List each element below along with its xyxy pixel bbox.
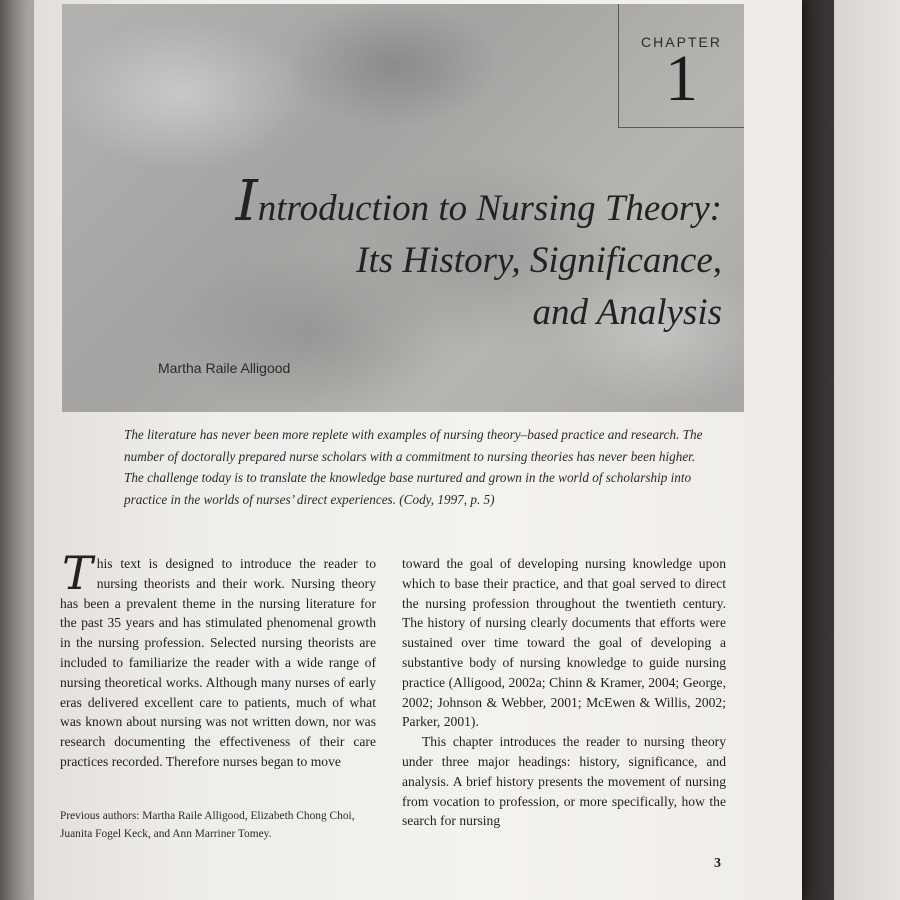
- chapter-title: [235, 169, 722, 339]
- previous-authors-footnote: Previous authors: Martha Raile Alligood, Elizabeth Chong Choi, Juanita Fogel Keck, and Ann Marriner Tomey.: [60, 810, 355, 840]
- chapter-label: CHAPTER: [641, 34, 722, 50]
- title-line-2: Its History, Significance,: [356, 240, 722, 281]
- adjacent-paper-right: [834, 0, 900, 900]
- author-name: Martha Raile Alligood: [158, 360, 291, 376]
- epigraph-quote: The literature has never been more replete with examples of nursing theory–based practice and research. The number of doctorally prepared nurse scholars with a commitment to nursing theories has never been higher. The challenge today is to translate the knowledge base nurtured and grown in the world of scholarship into practice in the worlds of nurses’ direct experiences. (Cody, 1997, p. 5): [124, 427, 703, 507]
- body-paragraph-1-text: his text is designed to introduce the reader to nursing theorists and their work. Nursing theory has been a prevalent theme in the nursing literature for the past 35 years and has stimulated phenomenal growth in the nursing profession. Selected nursing theorists are included to familiarize the reader with a wide range of nursing theoretical works. Although many nurses of early eras delivered excellent care to patients, much of what was known about nursing was not written down, nor was research documenting the effectiveness of their care practices recorded. Therefore nurses began to move: [60, 556, 376, 769]
- body-column-left: [60, 546, 376, 772]
- chapter-number: 1: [665, 42, 698, 115]
- body-paragraph-continued: toward the goal of developing nursing knowledge upon which to base their practice, and that goal served to direct the nursing profession throughout the twentieth century. The history of nursing clearly documents that efforts were sustained over time toward the goal of developing a substantive body of nursing knowledge to guide nursing practice (Alligood, 2002a; Chinn & Kramer, 2004; George, 2002; Johnson & Webber, 2001; McEwen & Willis, 2002; Parker, 2001).: [402, 556, 726, 730]
- body-column-right: [402, 554, 726, 831]
- body-paragraph-1: [60, 546, 376, 772]
- body-paragraph-2: This chapter introduces the reader to nursing theory under three major headings: history, significance, and analysis. A brief history presents the movement of nursing from vocation to profession, or more specifically, how the search for nursing: [402, 734, 726, 829]
- adjacent-page-left: [0, 0, 34, 900]
- title-initial: I: [235, 169, 258, 234]
- chapter-banner: [62, 4, 744, 412]
- chapter-box: [618, 4, 744, 128]
- book-page: [34, 0, 802, 900]
- title-line-1-rest: ntroduction to Nursing Theory:: [257, 188, 722, 229]
- drop-cap: T: [62, 546, 93, 600]
- page-number: 3: [714, 856, 721, 871]
- title-line-1: [235, 169, 722, 235]
- title-line-3: and Analysis: [532, 292, 722, 333]
